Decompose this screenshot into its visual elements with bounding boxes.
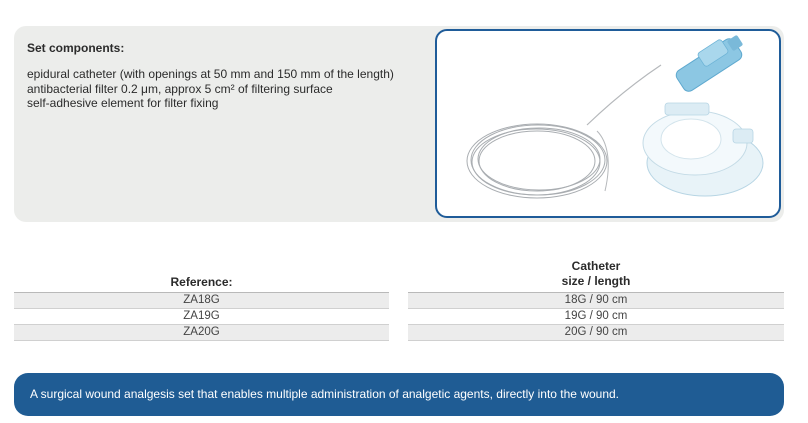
component-item: antibacterial filter 0.2 μm, approx 5 cm² of filtering surface [27,81,333,96]
banner-text: A surgical wound analgesis set that enables multiple administration of analgetic agents, directly into the wound. [30,387,620,401]
reference-header: Reference: [14,254,389,293]
product-photo [435,29,781,218]
table-row: 20G / 90 cm [408,325,784,341]
reference-column [14,254,389,341]
component-item: self-adhesive element for filter fixing [27,96,219,110]
component-item: epidural catheter (with openings at 50 mm and 150 mm of the length) [27,67,394,81]
catheter-coil-icon [467,124,607,198]
table-row: 19G / 90 cm [408,309,784,325]
catheter-line-icon [587,65,661,125]
components-list [27,67,394,111]
connector-icon [674,35,744,94]
table-row: ZA20G [14,325,389,341]
filter-icon [643,103,763,196]
description-banner [14,373,784,416]
size-header-line2: size / length [561,274,631,288]
product-illustration [437,31,779,216]
components-title: Set components: [27,41,125,55]
size-column [408,254,784,341]
table-row: ZA18G [14,293,389,309]
table-row: ZA19G [14,309,389,325]
table-row: 18G / 90 cm [408,293,784,309]
size-header-line1: Catheter [571,259,621,273]
size-header [408,254,784,293]
